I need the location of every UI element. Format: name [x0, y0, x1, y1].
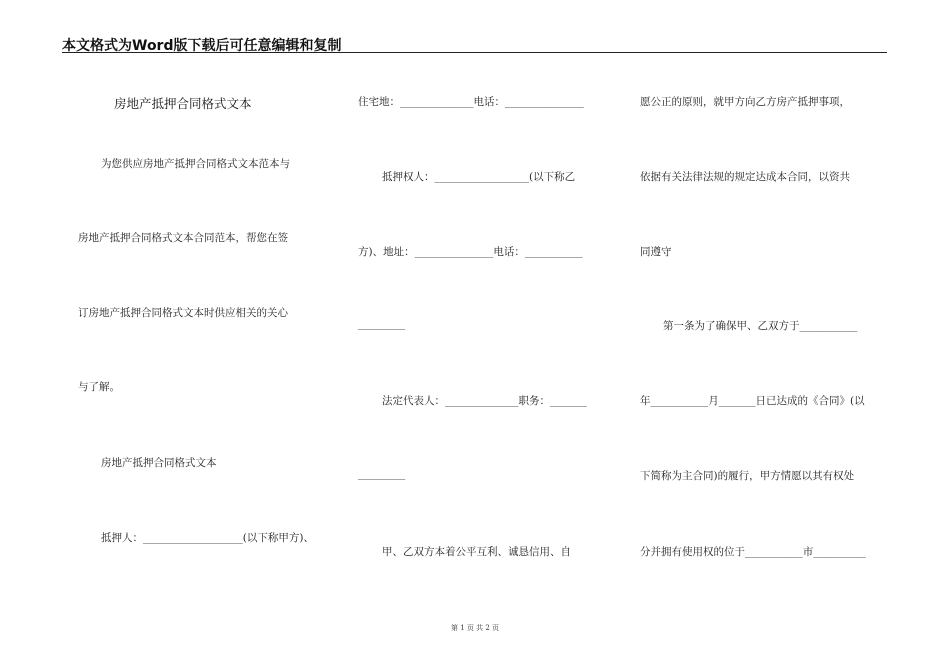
- document-header-title: 本文格式为Word版下载后可任意编辑和复制: [62, 38, 342, 54]
- col1-line-3: 订房地产抵押合同格式文本时供应相关的关心: [78, 307, 288, 319]
- col1-line-2: 房地产抵押合同格式文本合同范本，帮您在签: [78, 232, 288, 244]
- col3-line-1: 愿公正的原则，就甲方向乙方房产抵押事项，: [640, 96, 850, 108]
- page-number-footer: 第 1 页 共 2 页: [450, 624, 500, 632]
- col1-line-1: 为您供应房地产抵押合同格式文本范本与: [101, 158, 290, 170]
- col3-line-3: 同遵守: [640, 246, 672, 258]
- col3-line-4: 第一条为了确保甲、乙双方于___________: [663, 320, 858, 332]
- col2-line-3: 方)、地址：_______________电话：___________: [358, 246, 583, 258]
- document-title: 房地产抵押合同格式文本: [114, 96, 252, 111]
- col1-line-5: 房地产抵押合同格式文本: [101, 457, 217, 469]
- col2-line-5: 法定代表人：______________职务：_______: [382, 395, 587, 407]
- col3-line-5: 年___________月_______日已达成的《合同》(以: [640, 395, 865, 407]
- col1-line-6: 抵押人：___________________(以下称甲方)、: [101, 532, 314, 544]
- header-divider: [62, 52, 887, 53]
- col2-line-1: 住宅地：______________电话：_______________: [358, 96, 584, 108]
- col3-line-7: 分并拥有使用权的位于___________市__________: [640, 546, 866, 558]
- col1-line-4: 与了解。: [78, 381, 120, 393]
- col2-line-2: 抵押权人：__________________(以下称乙: [382, 171, 576, 183]
- col2-line-6: _________: [358, 468, 406, 480]
- col2-line-4: _________: [358, 318, 406, 330]
- col2-line-7: 甲、乙双方本着公平互利、诚恳信用、自: [382, 546, 571, 558]
- col3-line-6: 下简称为主合同)的履行，甲方情愿以其有权处: [640, 470, 855, 482]
- col3-line-2: 依据有关法律法规的规定达成本合同，以资共: [640, 171, 850, 183]
